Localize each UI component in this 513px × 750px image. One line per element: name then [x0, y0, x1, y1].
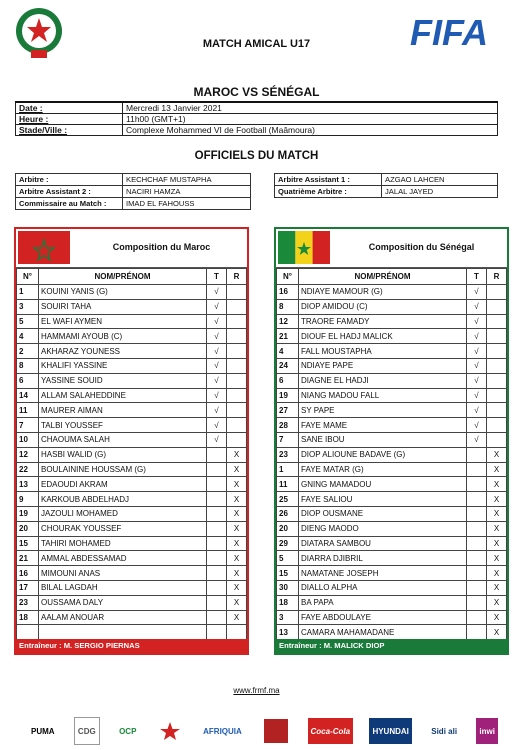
- morocco-flag-icon: [18, 231, 70, 264]
- maroc-title: Composition du Maroc: [112, 242, 211, 252]
- official-value: AZGAO LAHCEN: [382, 174, 498, 186]
- starter-mark: [467, 566, 487, 581]
- player-name: FALL MOUSTAPHA: [299, 344, 467, 359]
- player-name: KARKOUB ABDELHADJ: [39, 492, 207, 507]
- substitute-mark: [227, 299, 247, 314]
- substitute-mark: X: [227, 447, 247, 462]
- substitute-mark: [227, 625, 247, 640]
- player-name: DIOP ALIOUNE BADAVE (G): [299, 447, 467, 462]
- starter-mark: [207, 625, 227, 640]
- player-name: DIAGNE EL HADJI: [299, 373, 467, 388]
- player-number: 27: [277, 403, 299, 418]
- player-name: OUSSAMA DALY: [39, 595, 207, 610]
- player-number: 11: [277, 477, 299, 492]
- player-number: 13: [17, 477, 39, 492]
- player-row: [17, 477, 247, 492]
- player-number: 18: [277, 595, 299, 610]
- player-name: GNING MAMADOU: [299, 477, 467, 492]
- player-number: 29: [277, 536, 299, 551]
- player-name: KOUINI YANIS (G): [39, 285, 207, 300]
- starter-mark: √: [207, 418, 227, 433]
- player-row: [277, 299, 507, 314]
- substitute-mark: X: [487, 566, 507, 581]
- player-row: [17, 462, 247, 477]
- substitute-mark: X: [227, 521, 247, 536]
- starter-mark: [467, 595, 487, 610]
- player-number: 8: [277, 299, 299, 314]
- sponsor-cdg-logo: CDG: [74, 717, 100, 745]
- official-label: Arbitre Assistant 1 :: [275, 174, 382, 186]
- starter-mark: √: [207, 388, 227, 403]
- sponsor-hyundai-logo: HYUNDAI: [369, 718, 411, 744]
- player-number: 4: [17, 329, 39, 344]
- starter-mark: √: [207, 329, 227, 344]
- starter-mark: √: [207, 358, 227, 373]
- player-number: 14: [17, 388, 39, 403]
- player-name: AMMAL ABDESSAMAD: [39, 551, 207, 566]
- official-value: JALAL JAYED: [382, 186, 498, 198]
- player-number: 3: [17, 299, 39, 314]
- col-name: NOM/PRÉNOM: [299, 269, 467, 285]
- info-row-date: [16, 102, 498, 114]
- substitute-mark: X: [227, 551, 247, 566]
- info-row-time: [16, 114, 498, 125]
- player-name: BILAL LAGDAH: [39, 580, 207, 595]
- substitute-mark: X: [487, 580, 507, 595]
- starter-mark: √: [467, 373, 487, 388]
- substitute-mark: X: [487, 610, 507, 625]
- player-number: 28: [277, 418, 299, 433]
- player-row: [277, 625, 507, 640]
- official-label: Arbitre :: [16, 174, 123, 186]
- match-type: MATCH AMICAL U17: [202, 38, 311, 50]
- player-row: [17, 418, 247, 433]
- match-title: MAROC VS SÉNÉGAL: [193, 85, 320, 99]
- player-row: [17, 506, 247, 521]
- player-name: KHALIFI YASSINE: [39, 358, 207, 373]
- player-row: [17, 329, 247, 344]
- officials-title: OFFICIELS DU MATCH: [194, 150, 319, 162]
- player-name: DIOUF EL HADJ MALICK: [299, 329, 467, 344]
- player-name: DIARRA DJIBRIL: [299, 551, 467, 566]
- player-number: 22: [17, 462, 39, 477]
- player-row: [17, 551, 247, 566]
- sponsor-afriquia-logo: AFRIQUIA: [203, 726, 242, 736]
- player-name: FAYE ABDOULAYE: [299, 610, 467, 625]
- player-row: [277, 432, 507, 447]
- player-number: 16: [277, 285, 299, 300]
- player-row: [17, 344, 247, 359]
- player-number: 6: [17, 373, 39, 388]
- player-name: FAYE MAME: [299, 418, 467, 433]
- info-label: Stade/Ville :: [16, 125, 123, 136]
- starter-mark: [467, 625, 487, 640]
- player-row: [17, 403, 247, 418]
- player-number: 12: [277, 314, 299, 329]
- player-number: 18: [17, 610, 39, 625]
- starter-mark: √: [467, 285, 487, 300]
- sponsor-sidiali-logo: Sidi ali: [431, 726, 458, 736]
- player-name: TAHIRI MOHAMED: [39, 536, 207, 551]
- player-number: 20: [17, 521, 39, 536]
- sponsor-logo-red-star: [156, 718, 184, 744]
- player-row: [17, 299, 247, 314]
- player-name: TRAORE FAMADY: [299, 314, 467, 329]
- player-number: 26: [277, 506, 299, 521]
- official-value: KECHCHAF MUSTAPHA: [123, 174, 251, 186]
- info-label: Heure :: [16, 114, 123, 125]
- player-number: 5: [17, 314, 39, 329]
- substitute-mark: X: [487, 521, 507, 536]
- starter-mark: [207, 580, 227, 595]
- substitute-mark: [487, 314, 507, 329]
- player-name: EDAOUDI AKRAM: [39, 477, 207, 492]
- info-value: Complexe Mohammed VI de Football (Maâmoura): [123, 125, 498, 136]
- officials-left-table: [15, 173, 251, 210]
- substitute-mark: X: [227, 566, 247, 581]
- player-row: [277, 610, 507, 625]
- player-name: DIOP AMIDOU (C): [299, 299, 467, 314]
- player-row: [17, 492, 247, 507]
- starter-mark: [467, 492, 487, 507]
- player-number: 19: [17, 506, 39, 521]
- starter-mark: [207, 610, 227, 625]
- substitute-mark: [227, 314, 247, 329]
- player-row: [277, 521, 507, 536]
- player-number: 20: [277, 521, 299, 536]
- substitute-mark: [227, 432, 247, 447]
- starter-mark: √: [207, 285, 227, 300]
- sponsor-logo-red-square: [261, 718, 291, 744]
- player-name: SOUIRI TAHA: [39, 299, 207, 314]
- player-number: 2: [17, 344, 39, 359]
- player-row: [277, 536, 507, 551]
- sponsor-strip: [28, 716, 498, 746]
- maroc-coach: Entraîneur : M. SERGIO PIERNAS: [16, 639, 247, 653]
- substitute-mark: [227, 329, 247, 344]
- substitute-mark: [487, 299, 507, 314]
- player-number: 13: [277, 625, 299, 640]
- substitute-mark: X: [227, 580, 247, 595]
- player-row: [17, 285, 247, 300]
- player-name: NDIAYE PAPE: [299, 358, 467, 373]
- player-number: 12: [17, 447, 39, 462]
- player-number: 25: [277, 492, 299, 507]
- sponsor-inwi-logo: inwi: [476, 718, 498, 744]
- player-name: AALAM ANOUAR: [39, 610, 207, 625]
- starter-mark: √: [207, 432, 227, 447]
- player-row: [17, 521, 247, 536]
- player-name: MAURER AIMAN: [39, 403, 207, 418]
- starter-mark: √: [467, 418, 487, 433]
- substitute-mark: X: [487, 551, 507, 566]
- player-row: [277, 566, 507, 581]
- player-row: [17, 314, 247, 329]
- starter-mark: [207, 595, 227, 610]
- starter-mark: [207, 506, 227, 521]
- player-row: [277, 492, 507, 507]
- substitute-mark: [487, 373, 507, 388]
- maroc-header: [16, 229, 247, 268]
- starter-mark: √: [467, 432, 487, 447]
- substitute-mark: X: [487, 595, 507, 610]
- player-name: CHOURAK YOUSSEF: [39, 521, 207, 536]
- player-name: TALBI YOUSSEF: [39, 418, 207, 433]
- player-name: FAYE SALIOU: [299, 492, 467, 507]
- player-row: [277, 329, 507, 344]
- substitute-mark: X: [487, 462, 507, 477]
- player-name: DIOP OUSMANE: [299, 506, 467, 521]
- player-row: [277, 388, 507, 403]
- substitute-mark: [227, 418, 247, 433]
- player-row: [277, 373, 507, 388]
- player-number: 1: [17, 285, 39, 300]
- starter-mark: √: [207, 314, 227, 329]
- official-value: IMAD EL FAHOUSS: [123, 198, 251, 210]
- player-number: 8: [17, 358, 39, 373]
- senegal-title: Composition du Sénégal: [368, 242, 475, 252]
- player-name: NIANG MADOU FALL: [299, 388, 467, 403]
- substitute-mark: X: [227, 506, 247, 521]
- info-label: Date :: [16, 102, 123, 114]
- info-row-venue: [16, 125, 498, 136]
- substitute-mark: [487, 329, 507, 344]
- player-name: NAMATANE JOSEPH: [299, 566, 467, 581]
- player-row: [277, 285, 507, 300]
- starter-mark: [207, 462, 227, 477]
- website-link[interactable]: www.frmf.ma: [233, 686, 280, 695]
- player-number: 4: [277, 344, 299, 359]
- starter-mark: √: [467, 344, 487, 359]
- substitute-mark: X: [487, 625, 507, 640]
- substitute-mark: X: [227, 610, 247, 625]
- senegal-roster-table: [276, 268, 507, 640]
- player-name: EL WAFI AYMEN: [39, 314, 207, 329]
- starter-mark: [467, 447, 487, 462]
- maroc-lineup-panel: [14, 227, 249, 655]
- player-number: [17, 625, 39, 640]
- player-name: FAYE MATAR (G): [299, 462, 467, 477]
- starter-mark: √: [207, 299, 227, 314]
- player-row: [277, 595, 507, 610]
- starter-mark: √: [467, 314, 487, 329]
- player-name: SY PAPE: [299, 403, 467, 418]
- player-number: 6: [277, 373, 299, 388]
- substitute-mark: X: [227, 536, 247, 551]
- substitute-mark: [487, 403, 507, 418]
- player-row: [277, 551, 507, 566]
- player-name: DIATARA SAMBOU: [299, 536, 467, 551]
- substitute-mark: [227, 388, 247, 403]
- player-row: [17, 536, 247, 551]
- col-r: R: [487, 269, 507, 285]
- substitute-mark: [227, 344, 247, 359]
- starter-mark: [207, 536, 227, 551]
- fifa-logo-text: FIFA: [410, 14, 488, 50]
- player-number: 19: [277, 388, 299, 403]
- player-number: 21: [17, 551, 39, 566]
- player-row: [277, 447, 507, 462]
- player-name: MIMOUNI ANAS: [39, 566, 207, 581]
- substitute-mark: X: [487, 447, 507, 462]
- sponsor-cocacola-logo: Coca-Cola: [308, 718, 354, 744]
- player-number: 21: [277, 329, 299, 344]
- player-number: 23: [17, 595, 39, 610]
- starter-mark: [207, 447, 227, 462]
- senegal-coach: Entraîneur : M. MALICK DIOP: [276, 639, 507, 653]
- substitute-mark: X: [227, 462, 247, 477]
- officials-right-table: [274, 173, 498, 198]
- player-row: [17, 358, 247, 373]
- substitute-mark: [487, 285, 507, 300]
- starter-mark: [207, 521, 227, 536]
- player-name: [39, 625, 207, 640]
- maroc-roster-table: [16, 268, 247, 640]
- substitute-mark: [487, 358, 507, 373]
- starter-mark: [467, 536, 487, 551]
- substitute-mark: X: [487, 492, 507, 507]
- substitute-mark: [487, 388, 507, 403]
- starter-mark: √: [467, 358, 487, 373]
- official-label: Commissaire au Match :: [16, 198, 123, 210]
- player-name: CHAOUMA SALAH: [39, 432, 207, 447]
- starter-mark: √: [207, 373, 227, 388]
- substitute-mark: [227, 285, 247, 300]
- substitute-mark: [227, 373, 247, 388]
- player-name: HASBI WALID (G): [39, 447, 207, 462]
- player-name: AKHARAZ YOUNESS: [39, 344, 207, 359]
- player-number: 9: [17, 492, 39, 507]
- starter-mark: [467, 462, 487, 477]
- official-label: Arbitre Assistant 2 :: [16, 186, 123, 198]
- col-number: N°: [17, 269, 39, 285]
- player-name: CAMARA MAHAMADANE: [299, 625, 467, 640]
- official-value: NACIRI HAMZA: [123, 186, 251, 198]
- player-row: [277, 477, 507, 492]
- substitute-mark: X: [487, 477, 507, 492]
- player-number: 7: [17, 418, 39, 433]
- player-number: 23: [277, 447, 299, 462]
- substitute-mark: X: [487, 506, 507, 521]
- player-row: [17, 388, 247, 403]
- player-name: ALLAM SALAHEDDINE: [39, 388, 207, 403]
- starter-mark: √: [207, 403, 227, 418]
- frmf-logo: [14, 6, 64, 64]
- starter-mark: [207, 492, 227, 507]
- info-value: Mercredi 13 Janvier 2021: [123, 102, 498, 114]
- player-number: 3: [277, 610, 299, 625]
- player-row: [277, 506, 507, 521]
- player-row: [17, 580, 247, 595]
- substitute-mark: [227, 403, 247, 418]
- official-label: Quatrième Arbitre :: [275, 186, 382, 198]
- player-name: DIENG MAODO: [299, 521, 467, 536]
- player-number: 11: [17, 403, 39, 418]
- starter-mark: √: [207, 344, 227, 359]
- starter-mark: [467, 521, 487, 536]
- player-row: [17, 447, 247, 462]
- player-number: 15: [277, 566, 299, 581]
- player-number: 15: [17, 536, 39, 551]
- player-number: 1: [277, 462, 299, 477]
- player-row: [17, 610, 247, 625]
- starter-mark: √: [467, 403, 487, 418]
- substitute-mark: [487, 344, 507, 359]
- player-row: [17, 566, 247, 581]
- player-row: [277, 418, 507, 433]
- substitute-mark: [227, 358, 247, 373]
- senegal-header: [276, 229, 507, 268]
- col-name: NOM/PRÉNOM: [39, 269, 207, 285]
- player-row: [17, 432, 247, 447]
- player-name: JAZOULI MOHAMED: [39, 506, 207, 521]
- col-t: T: [207, 269, 227, 285]
- player-number: 17: [17, 580, 39, 595]
- substitute-mark: [487, 432, 507, 447]
- starter-mark: [467, 551, 487, 566]
- player-number: 30: [277, 580, 299, 595]
- player-name: HAMMAMI AYOUB (C): [39, 329, 207, 344]
- sponsor-ocp-logo: OCP: [119, 726, 137, 736]
- player-name: BOULAININE HOUSSAM (G): [39, 462, 207, 477]
- player-name: DIALLO ALPHA: [299, 580, 467, 595]
- starter-mark: √: [467, 329, 487, 344]
- starter-mark: [207, 551, 227, 566]
- player-row: [17, 595, 247, 610]
- player-row: [17, 373, 247, 388]
- substitute-mark: X: [227, 477, 247, 492]
- player-number: 5: [277, 551, 299, 566]
- senegal-flag-icon: [278, 231, 330, 264]
- substitute-mark: X: [227, 492, 247, 507]
- player-name: SANE IBOU: [299, 432, 467, 447]
- col-r: R: [227, 269, 247, 285]
- player-number: 10: [17, 432, 39, 447]
- player-number: 7: [277, 432, 299, 447]
- player-number: 24: [277, 358, 299, 373]
- player-row: [277, 462, 507, 477]
- starter-mark: √: [467, 388, 487, 403]
- starter-mark: √: [467, 299, 487, 314]
- player-row: [277, 580, 507, 595]
- senegal-lineup-panel: [274, 227, 509, 655]
- player-number: 16: [17, 566, 39, 581]
- player-row: [277, 403, 507, 418]
- starter-mark: [207, 477, 227, 492]
- starter-mark: [467, 477, 487, 492]
- player-row: [277, 358, 507, 373]
- substitute-mark: [487, 418, 507, 433]
- starter-mark: [467, 506, 487, 521]
- col-number: N°: [277, 269, 299, 285]
- info-value: 11h00 (GMT+1): [123, 114, 498, 125]
- starter-mark: [467, 610, 487, 625]
- player-name: NDIAYE MAMOUR (G): [299, 285, 467, 300]
- substitute-mark: X: [227, 595, 247, 610]
- player-row: [17, 625, 247, 640]
- match-info-table: [15, 101, 498, 136]
- substitute-mark: X: [487, 536, 507, 551]
- starter-mark: [207, 566, 227, 581]
- player-name: BA PAPA: [299, 595, 467, 610]
- starter-mark: [467, 580, 487, 595]
- sponsor-puma-logo: PUMA: [31, 726, 55, 736]
- player-row: [277, 314, 507, 329]
- col-t: T: [467, 269, 487, 285]
- player-row: [277, 344, 507, 359]
- player-name: YASSINE SOUID: [39, 373, 207, 388]
